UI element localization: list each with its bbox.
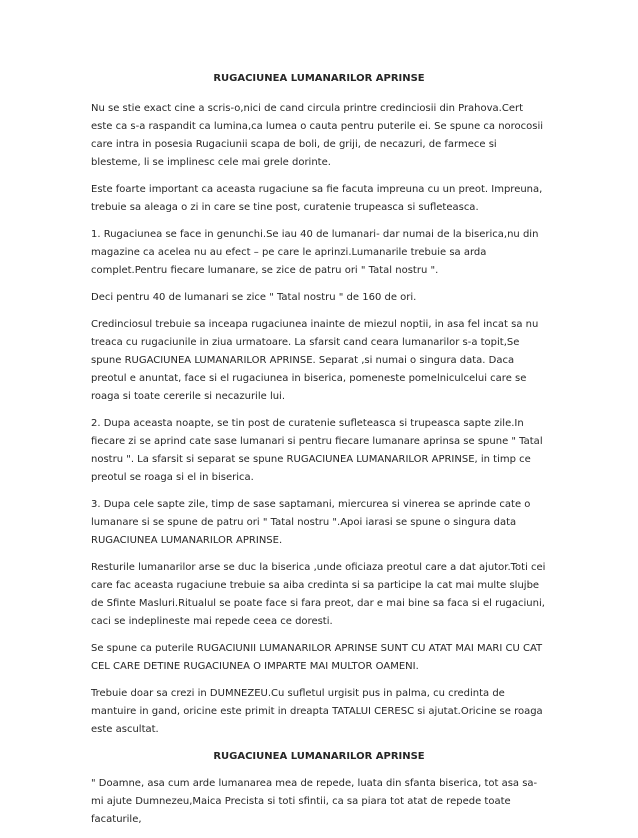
paragraph-remains: Resturile lumanarilor arse se duc la biserica ,unde oficiaza preotul care a dat ajutor.Toti cei care fac aceasta rugaciune trebuie sa aiba credinta si sa participe la cat mai multe slujbe de Sfinte Masluri.Ritualul se poate face si fara preot, dar e mai bine sa faca si el rugaciuni, caci se indeplineste mai repede ceea ce doresti. bbox=[91, 562, 546, 627]
prayer-title: RUGACIUNEA LUMANARILOR APRINSE bbox=[213, 751, 425, 762]
paragraph-midnight: Credinciosul trebuie sa inceapa rugaciunea inainte de miezul noptii, in asa fel incat sa nu treaca cu rugaciunile in ziua urmatoare. La sfarsit cand ceara lumanarilor s-a topit,Se spune RUGACIUNEA LUMANARILOR APRINSE. Separat ,si numai o singura data. Daca preotul e anuntat, face si el rugaciunea in biserica, pomeneste pomelniculcelui care se roaga si toate cererile si necazurile lui. bbox=[91, 319, 539, 402]
paragraph-step-1: 1. Rugaciunea se face in genunchi.Se iau 40 de lumanari- dar numai de la biserica,nu din magazine ca acelea nu au efect – pe care le aprinzi.Lumanarile trebuie sa arda complet.Pentru fiecare lumanare, se zice de patru ori " Tatal nostru ". bbox=[91, 229, 539, 276]
document-title: RUGACIUNEA LUMANARILOR APRINSE bbox=[213, 73, 425, 84]
paragraph-intro: Nu se stie exact cine a scris-o,nici de cand circula printre credinciosii din Prahova.Cert este ca s-a raspandit ca lumina,ca lumea o cauta pentru puterile ei. Se spune ca norocosii care intra in posesia Rugaciunii scapa de boli, de griji, de necazuri, de farmece si blesteme, li se implinesc cele mai grele dorinte. bbox=[91, 103, 544, 168]
paragraph-step-2: 2. Dupa aceasta noapte, se tin post de curatenie sufleteasca si trupeasca sapte zile.In fiecare zi se aprind cate sase lumanari si pentru fiecare lumanare aprinsa se spune " Tatal nostru ". La sfarsit si separat se spune RUGACIUNEA LUMANARILOR APRINSE, in timp ce preotul se roaga si el in biserica. bbox=[91, 418, 543, 483]
document-page bbox=[91, 70, 547, 838]
paragraph-step-3: 3. Dupa cele sapte zile, timp de sase saptamani, miercurea si vinerea se aprinde cate o lumanare si se spune de patru ori " Tatal nostru ".Apoi iarasi se spune o singura data RUGACIUNEA LUMANARILOR APRINSE. bbox=[91, 499, 531, 546]
paragraph-faith: Trebuie doar sa crezi in DUMNEZEU.Cu sufletul urgisit pus in palma, cu credinta de mantuire in gand, oricine este primit in dreapta TATALUI CERESC si ajutat.Oricine se roaga este ascultat. bbox=[91, 688, 543, 735]
prayer-text: " Doamne, asa cum arde lumanarea mea de repede, luata din sfanta biserica, tot asa sa-mi ajute Dumnezeu,Maica Precista si toti sfintii, ca sa piara tot atat de repede toate facaturile, bbox=[91, 778, 538, 825]
paragraph-count: Deci pentru 40 de lumanari se zice " Tatal nostru " de 160 de ori. bbox=[91, 292, 417, 303]
paragraph-power: Se spune ca puterile RUGACIUNII LUMANARILOR APRINSE SUNT CU ATAT MAI MARI CU CAT CEL CARE DETINE RUGACIUNEA O IMPARTE MAI MULTOR OAMENI. bbox=[91, 643, 543, 672]
paragraph-priest: Este foarte important ca aceasta rugaciune sa fie facuta impreuna cu un preot. Impreuna, trebuie sa aleaga o zi in care se tine post, curatenie trupeasca si sufleteasca. bbox=[91, 184, 543, 213]
